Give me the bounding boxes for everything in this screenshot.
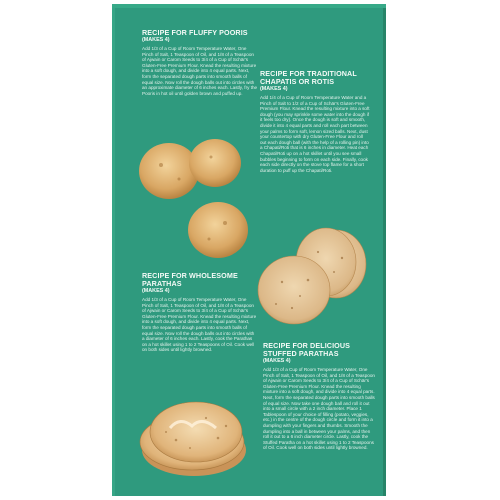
recipe-fluffy-pooris — [142, 29, 258, 96]
recipe-yield: (MAKES 4) — [142, 37, 170, 43]
poori — [189, 139, 241, 187]
recipe-body: Add 1/3 of a Cup of Room Temperature Water, One Pinch of Salt, 1 Teaspoon of Oil, and 1/8 of a Teaspoon of Ajwain or Carom Seeds to 3/4 of a Cup of Schär's Gluten-Free Premium Flour. Knead the resulting mixture into a soft dough, and divide into 4 equal parts. Next, form the separated dough parts into smooth balls of equal size. Now take one dough ball and roll it out into a small circle with a 2 inch diameter. Place 1 Tablespoon of your choice of filling (potato, veggies, etc.) in the centre of the dough circle and form it into a dumpling with your fingers and thumbs. Smooth the dumpling into a ball in between your palms, and then roll it out to a 6 inch diameter circle. Lastly, cook the Stuffed Paratha on a hot skillet using 1 to 2 Teaspoons of Oil. Cook well on both sides until lightly browned. — [263, 367, 375, 451]
recipe-yield: (MAKES 4) — [142, 288, 170, 294]
pooris-photo — [135, 135, 255, 265]
recipe-traditional-chapatis — [260, 70, 370, 173]
recipe-body: Add 1/4 of a Cup of Room Temperature Water and a Pinch of Salt to 1/2 of a Cup of Schär's Gluten-Free Premium Flour. Knead the resulting mixture into a soft dough (you may sprinkle some water into the dough if it feels too dry). Once the dough is soft and smooth, divide it into 4 equal parts and roll each part between your palms to form soft, lemon sized balls. Next, dust your countertop with dry Gluten-Free Flour and roll out each dough ball (with the help of a rolling pin) into a Chapati/Roti that is 6 inches in diameter. Heat each Chapati/Roti up on a hot skillet until you see small bubbles beginning to form on each side. Finally, cook each side directly on the stove top flame for a short duration to puff up the Chapati/Roti. — [260, 95, 370, 173]
stuffed-parathas-photo — [136, 388, 252, 478]
chapatis-photo — [252, 222, 370, 332]
recipe-body: Add 1/3 of a Cup of Room Temperature Water, One Pinch of Salt, 1 Teaspoon of Oil, and 1/8 of a Teaspoon of Ajwain or Carom Seeds to 3/4 of a Cup of Schär's Gluten-Free Premium Flour. Knead the resulting mixture into a soft dough, and divide into 4 equal parts. Next, form the separated dough parts into smooth balls of equal size. Now roll the dough balls out into circles with a diameter of 6 inches each. Lastly, cook the Parathas on a hot skillet using 1 to 2 Teaspoons of Oil. Cook well on both sides until lightly browned. — [142, 297, 257, 353]
recipe-stuffed-parathas — [263, 342, 375, 451]
recipe-body: Add 1/3 of a Cup of Room Temperature Water, One Pinch of Salt, 1 Teaspoon of Oil, and 1/8 of a Teaspoon of Ajwain or Carom Seeds to 3/4 of a Cup of Schär's Gluten-Free Premium Flour. Knead the resulting mixture into a soft dough, and divide into 4 equal parts. Next, form the separated dough parts into smooth balls of equal size. Now roll the dough balls out into circles with an approximate diameter of 6 inches each. Lastly, fry the Pooris in hot oil until golden brown and puffed up. — [142, 46, 258, 96]
poori — [139, 143, 199, 199]
recipe-yield: (MAKES 4) — [263, 358, 291, 364]
recipe-wholesome-parathas — [142, 272, 258, 353]
poori — [188, 202, 248, 258]
recipe-title: RECIPE FOR FLUFFY POORIS — [142, 28, 248, 37]
recipe-title: RECIPE FOR TRADITIONAL CHAPATIS OR ROTIS — [260, 69, 357, 86]
recipe-title: RECIPE FOR DELICIOUS STUFFED PARATHAS — [263, 341, 351, 358]
recipe-yield: (MAKES 4) — [260, 86, 288, 92]
recipe-title: RECIPE FOR WHOLESOME PARATHAS — [142, 271, 238, 288]
